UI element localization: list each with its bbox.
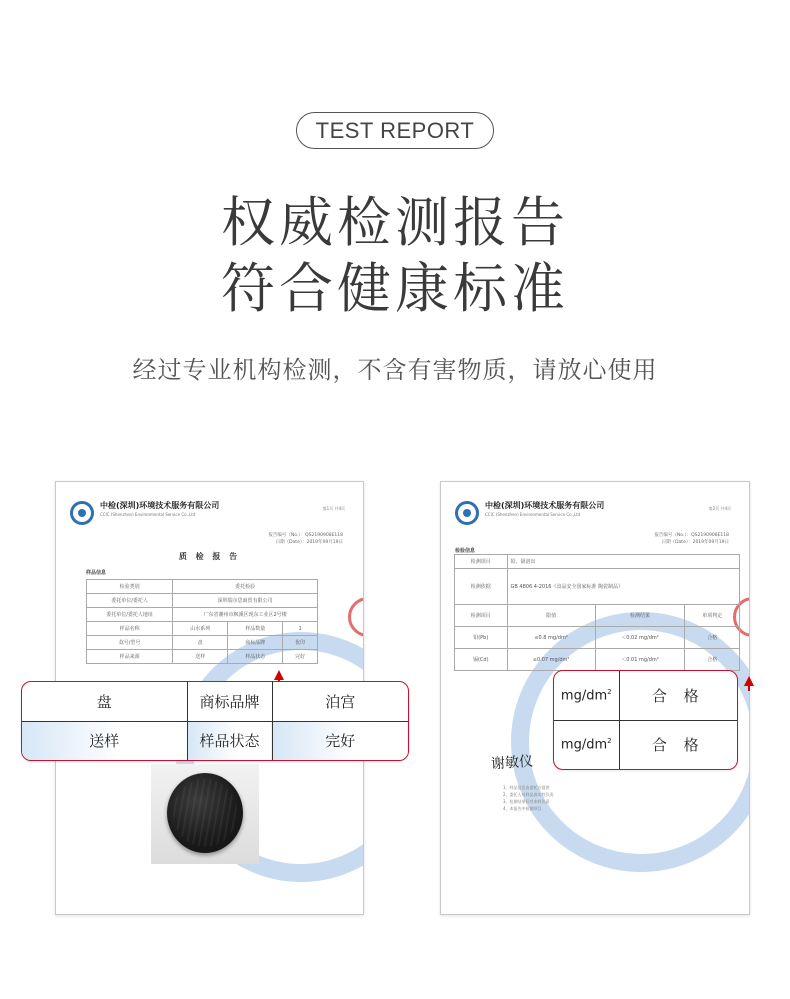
table-row <box>87 636 318 650</box>
table-cell: 镉(Cd) <box>455 649 508 671</box>
company-logo-icon <box>455 501 479 525</box>
table-row <box>455 649 740 671</box>
table-row <box>22 682 408 721</box>
table-cell: ≤0.07 mg/dm² <box>507 649 595 671</box>
table-row <box>87 650 318 664</box>
table-cell: 委托单位/委托人 <box>87 594 173 608</box>
table-cell: 送样 <box>173 650 228 664</box>
red-arrow-icon <box>274 670 284 680</box>
section-title: 样品信息 <box>86 570 107 576</box>
subline-text: 经过专业机构检测，不含有害物质，请放心使用 <box>132 356 658 384</box>
table-row <box>87 622 318 636</box>
zoom-callout-right <box>553 670 738 770</box>
sample-info-table <box>86 579 318 664</box>
table-cell: ＜0.01 mg/dm² <box>595 649 685 671</box>
table-row <box>455 627 740 649</box>
table-cell <box>554 671 619 720</box>
table-row <box>455 555 740 569</box>
unit-label: $mg/dm^2$ <box>560 737 612 753</box>
table-cell: 检测依据 <box>455 569 508 605</box>
test-report-badge: TEST REPORT <box>296 112 494 149</box>
product-photo <box>151 764 259 864</box>
page-number: 第2页 共4页 <box>708 506 731 511</box>
table-cell <box>554 720 619 769</box>
table-cell: 检验类别 <box>87 580 173 594</box>
table-cell: 检测项目 <box>455 605 508 627</box>
table-cell: 委托检验 <box>173 580 318 594</box>
table-row <box>455 569 740 605</box>
report-number: 报告编号（No.）：QS2190908E118 <box>654 533 729 538</box>
report-date: 日期（Date）：2019年09月19日 <box>275 540 343 545</box>
note-line: 1、样品信息由委托方提供 <box>503 785 550 790</box>
table-cell: 样品来源 <box>87 650 173 664</box>
company-name-en: CCIC (Shenzhen) Environmental Service Co.,Ltd <box>485 512 581 517</box>
table-cell: 检测项目 <box>455 555 508 569</box>
zoom-table <box>22 682 408 760</box>
table-cell: 款号/型号 <box>87 636 173 650</box>
company-name-en: CCIC (Shenzhen) Environmental Service Co.,Ltd <box>100 512 196 517</box>
table-cell: ＜0.02 mg/dm² <box>595 627 685 649</box>
table-cell: 检测结果 <box>595 605 685 627</box>
zoom-table <box>554 671 737 769</box>
table-cell: ≤0.8 mg/dm² <box>507 627 595 649</box>
table-cell: 商标品牌 <box>228 636 283 650</box>
table-cell: 广东省潮州市枫溪区现东工业区2号楼 <box>173 608 318 622</box>
note-line: 4、本报告中检测项目 <box>503 806 542 811</box>
table-cell: 合格 <box>685 649 740 671</box>
red-seal-stamp <box>348 597 364 637</box>
page-number: 第1页 共4页 <box>322 506 345 511</box>
table-cell: 铅、镉溶出 <box>507 555 739 569</box>
table-cell: 优印 <box>283 636 318 650</box>
table-row <box>455 605 740 627</box>
report-number: 报告编号（No.）：QS2190908E118 <box>268 533 343 538</box>
note-line: 2、委托人对样品真实性负责 <box>503 792 554 797</box>
zoom-callout-left <box>21 681 409 761</box>
table-cell: 商标品牌 <box>187 682 272 721</box>
black-plate-image <box>167 773 243 853</box>
table-cell: 样品名称 <box>87 622 173 636</box>
headline-line-1: 权威检测报告 <box>221 191 569 254</box>
red-arrow-icon <box>744 676 754 686</box>
company-name: 中检(深圳)环境技术服务有限公司 <box>485 501 605 510</box>
table-cell: 样品状态 <box>187 721 272 760</box>
table-cell: 深圳瑞尔思商贸有限公司 <box>173 594 318 608</box>
table-cell: 1 <box>283 622 318 636</box>
headline-line-2: 符合健康标准 <box>221 257 569 320</box>
table-cell: 山水系列 <box>173 622 228 636</box>
report-header <box>70 498 353 534</box>
table-cell: 送样 <box>22 721 187 760</box>
table-cell: 完好 <box>283 650 318 664</box>
report-header <box>455 498 739 534</box>
report-notes <box>503 784 554 812</box>
table-row <box>554 671 737 720</box>
inspector-signature: 谢敏仪 <box>490 753 534 773</box>
table-cell: 泊宫 <box>272 682 408 721</box>
table-row <box>87 594 318 608</box>
report-date: 日期（Date）：2019年09月19日 <box>661 540 729 545</box>
company-logo-icon <box>70 501 94 525</box>
table-cell: 单项判定 <box>685 605 740 627</box>
table-cell: 样品数量 <box>228 622 283 636</box>
note-line: 3、检测结果仅对来样负责 <box>503 799 550 804</box>
table-cell: 样品状态 <box>228 650 283 664</box>
table-row <box>22 721 408 760</box>
table-cell: 合 格 <box>619 720 737 769</box>
table-cell: 盘 <box>22 682 187 721</box>
table-cell: 合格 <box>685 627 740 649</box>
table-row <box>87 608 318 622</box>
table-cell: 合 格 <box>619 671 737 720</box>
table-cell: 限值 <box>507 605 595 627</box>
table-cell: GB 4806.4-2016《食品安全国家标准 陶瓷制品》 <box>507 569 739 605</box>
table-cell: 盘 <box>173 636 228 650</box>
table-cell: 完好 <box>272 721 408 760</box>
section-title: 检验信息 <box>455 548 476 554</box>
company-name: 中检(深圳)环境技术服务有限公司 <box>100 501 220 510</box>
unit-label: $mg/dm^2$ <box>560 687 612 703</box>
test-info-table <box>454 554 740 671</box>
table-row <box>87 580 318 594</box>
table-cell: 铅(Pb) <box>455 627 508 649</box>
table-row <box>554 720 737 769</box>
report-title: 质 检 报 告 <box>178 552 241 561</box>
table-cell: 委托单位/委托人地址 <box>87 608 173 622</box>
